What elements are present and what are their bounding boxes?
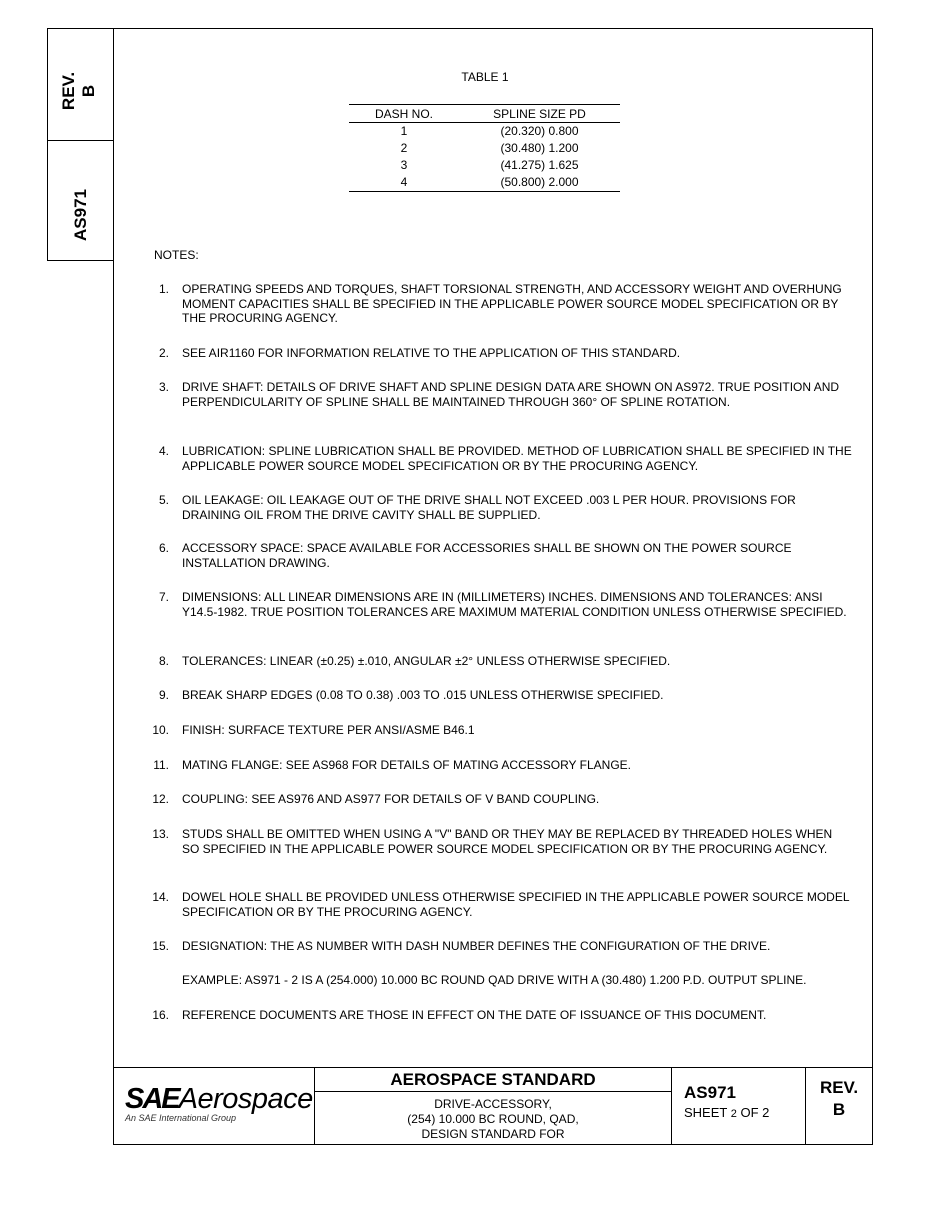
table-row	[349, 157, 620, 174]
footer-doc-number: AS971	[684, 1083, 736, 1102]
note-item	[152, 758, 852, 773]
spline-table	[349, 104, 620, 192]
sheet-number: 2	[730, 1108, 737, 1120]
footer-rev-label: REV.	[819, 1078, 859, 1097]
note-number: 1.	[158, 282, 169, 296]
note-text: DOWEL HOLE SHALL BE PROVIDED UNLESS OTHERWISE SPECIFIED IN THE APPLICABLE POWER SOURCE MODEL SPECIFICATION OR BY THE PROCURING AGENCY.	[182, 890, 850, 919]
dash-number: 2	[400, 141, 408, 155]
note-example	[152, 973, 852, 988]
table-row	[349, 174, 620, 192]
sae-aerospace-logo	[113, 1067, 314, 1145]
note-number: 11.	[153, 758, 169, 772]
note-text: DRIVE SHAFT: DETAILS OF DRIVE SHAFT AND SPLINE DESIGN DATA ARE SHOWN ON AS972. TRUE POSITION AND PERPENDICULARITY OF SPLINE SHALL BE MAINTAINED THROUGH 360° OF SPLINE ROTATION.	[182, 380, 840, 409]
sheet-prefix: SHEET	[684, 1105, 731, 1120]
note-item	[152, 654, 852, 669]
spline-size: (30.480) 1.200	[500, 141, 579, 155]
note-item	[152, 890, 852, 919]
description-line: DESIGN STANDARD FOR	[421, 1127, 565, 1141]
sheet-total: 2	[762, 1105, 770, 1120]
dash-number: 3	[400, 158, 408, 172]
title-block-divider	[671, 1067, 672, 1145]
note-number: 16.	[152, 1008, 169, 1022]
note-number: 9.	[158, 688, 169, 702]
note-text: MATING FLANGE: SEE AS968 FOR DETAILS OF MATING ACCESSORY FLANGE.	[182, 758, 631, 772]
note-text: STUDS SHALL BE OMITTED WHEN USING A "V" BAND OR THEY MAY BE REPLACED BY THREADED HOLES WHEN SO SPECIFIED IN THE APPLICABLE POWER SOURCE MODEL SPECIFICATION OR BY THE PROCURING AGENCY.	[182, 827, 833, 856]
side-doc-number: AS971	[71, 189, 90, 241]
note-item	[152, 541, 852, 570]
note-text: DIMENSIONS: ALL LINEAR DIMENSIONS ARE IN (MILLIMETERS) INCHES. DIMENSIONS AND TOLERANCES: ANSI Y14.5-1982. TRUE POSITION TOLERANCES ARE MAXIMUM MATERIAL CONDITION UNLESS OTHERWISE SPECIFIED.	[182, 590, 847, 619]
note-item	[152, 792, 852, 807]
title-block	[113, 1067, 873, 1145]
table-title: TABLE 1	[461, 70, 509, 84]
note-number: 2.	[158, 346, 169, 360]
dash-number: 1	[400, 124, 408, 138]
side-tab	[47, 28, 113, 261]
note-item	[152, 346, 852, 361]
spline-size: (20.320) 0.800	[500, 124, 579, 138]
column-header: DASH NO.	[374, 107, 433, 121]
note-item	[152, 282, 852, 326]
note-item	[152, 688, 852, 703]
note-number: 3.	[158, 380, 169, 394]
logo-tagline: An SAE International Group	[125, 1113, 237, 1123]
sheet-indicator	[684, 1105, 769, 1120]
note-number: 12.	[152, 792, 169, 806]
footer-revision	[805, 1077, 873, 1121]
side-rev-label: REV.	[59, 71, 78, 111]
spline-size: (41.275) 1.625	[500, 158, 579, 172]
note-text: ACCESSORY SPACE: SPACE AVAILABLE FOR ACCESSORIES SHALL BE SHOWN ON THE POWER SOURCE INSTALLATION DRAWING.	[182, 541, 792, 570]
note-item	[152, 380, 852, 409]
table-header-row	[349, 105, 620, 123]
note-number: 4.	[158, 444, 169, 458]
side-tab-divider	[48, 140, 113, 141]
standard-description	[315, 1097, 671, 1142]
note-number: 6.	[158, 541, 169, 555]
dash-number: 4	[400, 175, 408, 189]
table-row	[349, 123, 620, 141]
standard-title: AEROSPACE STANDARD	[390, 1070, 596, 1089]
sheet-of: OF	[736, 1105, 763, 1120]
description-line: DRIVE-ACCESSORY,	[434, 1097, 552, 1111]
note-text: TOLERANCES: LINEAR (±0.25) ±.010, ANGULAR ±2° UNLESS OTHERWISE SPECIFIED.	[182, 654, 671, 668]
column-header: SPLINE SIZE PD	[493, 107, 586, 121]
note-number: 8.	[158, 654, 169, 668]
side-revision	[59, 44, 103, 138]
logo-wordmark	[125, 1083, 313, 1116]
note-item	[152, 590, 852, 619]
note-text: LUBRICATION: SPLINE LUBRICATION SHALL BE PROVIDED. METHOD OF LUBRICATION SHALL BE SPECIFIED IN THE APPLICABLE POWER SOURCE MODEL SPECIFICATION OR BY THE PROCURING AGENCY.	[182, 444, 852, 473]
note-item	[152, 723, 852, 738]
note-number: 13.	[152, 827, 169, 841]
note-text: COUPLING: SEE AS976 AND AS977 FOR DETAILS OF V BAND COUPLING.	[182, 792, 600, 806]
note-number: 5.	[158, 493, 169, 507]
note-text: BREAK SHARP EDGES (0.08 TO 0.38) .003 TO .015 UNLESS OTHERWISE SPECIFIED.	[182, 688, 664, 702]
note-text: OPERATING SPEEDS AND TORQUES, SHAFT TORSIONAL STRENGTH, AND ACCESSORY WEIGHT AND OVERHUNG MOMENT CAPACITIES SHALL BE SPECIFIED IN THE APPLICABLE POWER SOURCE MODEL SPECIFICATION OR BY THE PROCURING AGENCY.	[182, 282, 842, 325]
note-item	[152, 493, 852, 522]
note-text: DESIGNATION: THE AS NUMBER WITH DASH NUMBER DEFINES THE CONFIGURATION OF THE DRIVE.	[182, 939, 771, 953]
note-number: 10.	[152, 723, 169, 737]
logo-aerospace: Aerospace	[178, 1083, 313, 1115]
notes-heading: NOTES:	[154, 248, 199, 262]
note-text: FINISH: SURFACE TEXTURE PER ANSI/ASME B46.1	[182, 723, 475, 737]
side-rev-value: B	[79, 84, 98, 98]
footer-rev-value: B	[832, 1100, 846, 1119]
note-text: OIL LEAKAGE: OIL LEAKAGE OUT OF THE DRIVE SHALL NOT EXCEED .003 L PER HOUR. PROVISIONS FOR DRAINING OIL FROM THE DRIVE CAVITY SHALL BE SUPPLIED.	[182, 493, 796, 522]
title-separator	[315, 1091, 671, 1092]
note-item	[152, 444, 852, 473]
spline-size: (50.800) 2.000	[500, 175, 579, 189]
note-number: 7.	[158, 590, 169, 604]
description-line: (254) 10.000 BC ROUND, QAD,	[407, 1112, 579, 1126]
note-text: REFERENCE DOCUMENTS ARE THOSE IN EFFECT ON THE DATE OF ISSUANCE OF THIS DOCUMENT.	[182, 1008, 767, 1022]
note-text: SEE AIR1160 FOR INFORMATION RELATIVE TO THE APPLICATION OF THIS STANDARD.	[182, 346, 681, 360]
note-number: 15.	[152, 939, 169, 953]
note-text: EXAMPLE: AS971 - 2 IS A (254.000) 10.000 BC ROUND QAD DRIVE WITH A (30.480) 1.200 P.D. OUTPUT SPLINE.	[182, 973, 807, 987]
table-row	[349, 140, 620, 157]
note-item	[152, 827, 852, 856]
note-number: 14.	[152, 890, 169, 904]
logo-sae: SAE	[125, 1083, 179, 1115]
note-item	[152, 1008, 852, 1023]
note-item	[152, 939, 852, 954]
